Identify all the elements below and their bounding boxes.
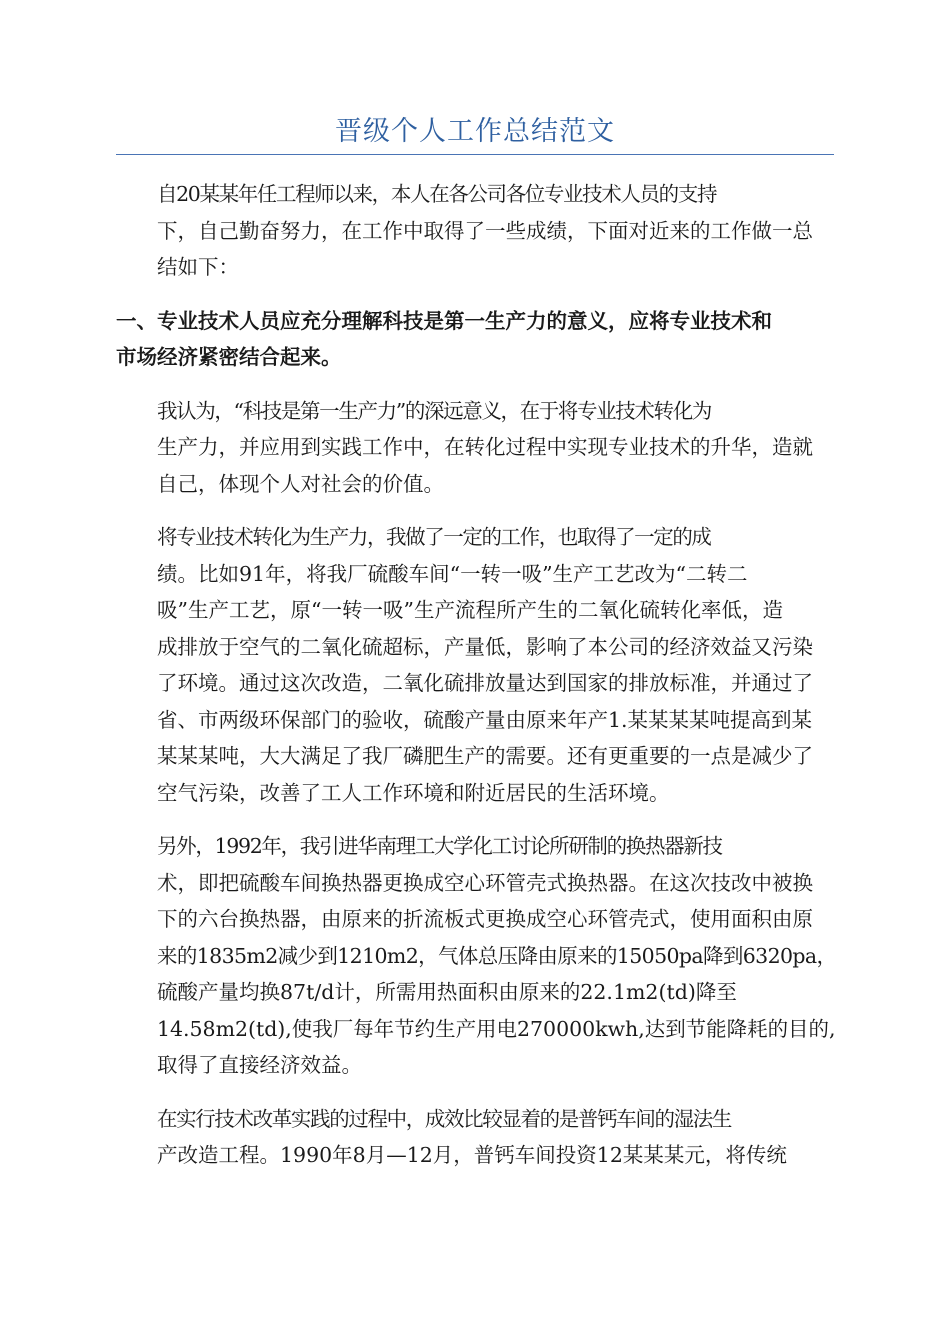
text-line: 14.58m2(td),使我厂每年节约生产用电270000kwh,达到节能降耗的目的, xyxy=(157,1016,836,1041)
text-line: 绩。比如91年，将我厂硫酸车间“一转一吸”生产工艺改为“二转二 xyxy=(157,561,748,586)
text-line: 市场经济紧密结合起来。 xyxy=(116,345,342,369)
section-heading xyxy=(116,303,836,376)
text-line: 硫酸产量均换87t/d计，所需用热面积由原来的22.1m2(td)降至 xyxy=(157,980,737,1004)
document-body xyxy=(116,176,836,1191)
text-line: 吸”生产工艺，原“一转一吸”生产流程所产生的二氧化硫转化率低，造 xyxy=(157,598,783,622)
text-line: 结如下： xyxy=(157,255,239,279)
text-line: 成排放于空气的二氧化硫超标，产量低，影响了本公司的经济效益又污染 xyxy=(157,634,813,659)
text-line: 来的1835m2减少到1210m2，气体总压降由原来的15050pa降到6320pa， xyxy=(157,943,837,968)
text-line: 下的六台换热器，由原来的折流板式更换成空心环管壳式，使用面积由原 xyxy=(157,907,813,931)
text-line: 一、专业技术人员应充分理解科技是第一生产力的意义，应将专业技术和 xyxy=(116,308,772,333)
body-paragraph xyxy=(116,828,836,1084)
text-line: 空气污染，改善了工人工作环境和附近居民的生活环境。 xyxy=(157,780,670,805)
text-line: 在实行技术改革实践的过程中，成效比较显着的是普钙车间的湿法生 xyxy=(157,1106,731,1131)
text-line: 另外，1992年，我引进华南理工大学化工讨论所研制的换热器新技 xyxy=(157,834,722,858)
body-paragraph xyxy=(116,393,836,503)
body-paragraph xyxy=(116,519,836,811)
text-line: 产改造工程。1990年8月—12月，普钙车间投资12某某某元，将传统 xyxy=(157,1143,787,1167)
title-underline xyxy=(116,154,834,155)
text-line: 生产力，并应用到实践工作中，在转化过程中实现专业技术的升华，造就 xyxy=(157,435,813,459)
text-line: 自20某某年任工程师以来，本人在各公司各位专业技术人员的支持 xyxy=(157,182,717,206)
text-line: 省、市两级环保部门的验收，硫酸产量由原来年产1.某某某某吨提高到某 xyxy=(157,707,813,732)
document-title: 晋级个人工作总结范文 xyxy=(335,116,615,147)
text-line: 下，自己勤奋努力，在工作中取得了一些成绩，下面对近来的工作做一总 xyxy=(157,218,813,243)
text-line: 术，即把硫酸车间换热器更换成空心环管壳式换热器。在这次技改中被换 xyxy=(157,870,813,895)
text-line: 自己，体现个人对社会的价值。 xyxy=(157,471,444,496)
body-paragraph xyxy=(116,1101,836,1174)
text-line: 某某某吨，大大满足了我厂磷肥生产的需要。还有更重要的一点是减少了 xyxy=(157,744,813,768)
body-paragraph xyxy=(116,176,836,286)
text-line: 了环境。通过这次改造，二氧化硫排放量达到国家的排放标准，并通过了 xyxy=(157,671,813,695)
text-line: 我认为，“科技是第一生产力”的深远意义，在于将专业技术转化为 xyxy=(157,398,711,423)
text-line: 取得了直接经济效益。 xyxy=(157,1053,362,1077)
text-line: 将专业技术转化为生产力，我做了一定的工作，也取得了一定的成 xyxy=(157,525,711,549)
